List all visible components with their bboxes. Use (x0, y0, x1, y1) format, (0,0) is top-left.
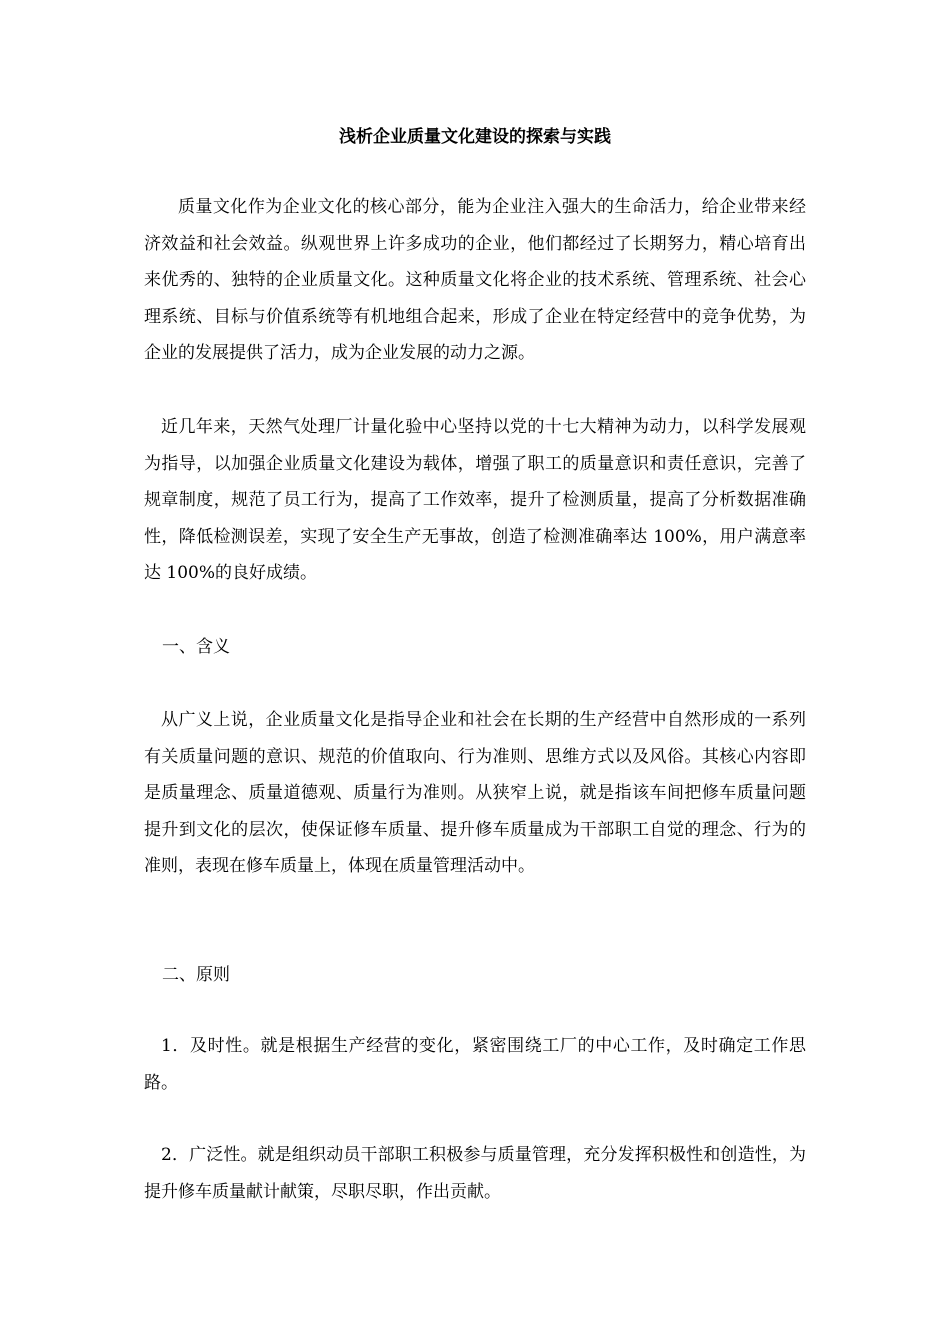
intro-paragraph-1: 质量文化作为企业文化的核心部分，能为企业注入强大的生命活力，给企业带来经济效益和社会效益。纵观世界上许多成功的企业，他们都经过了长期努力，精心培育出来优秀的、独特的企业质量文化。这种质量文化将企业的技术系统、管理系统、社会心理系统、目标与价值系统等有机地组合起来，形成了企业在特定经营中的竞争优势，为企业的发展提供了活力，成为企业发展的动力之源。 (144, 197, 806, 363)
intro-paragraph-2: 近几年来，天然气处理厂计量化验中心坚持以党的十七大精神为动力，以科学发展观为指导，以加强企业质量文化建设为载体，增强了职工的质量意识和责任意识，完善了规章制度，规范了员工行为，提高了工作效率，提升了检测质量，提高了分析数据准确性，降低检测误差，实现了安全生产无事故，创造了检测准确率达 100%，用户满意率达 100%的良好成绩。 (144, 417, 806, 583)
section-1-paragraph: 从广义上说，企业质量文化是指导企业和社会在长期的生产经营中自然形成的一系列有关质量问题的意识、规范的价值取向、行为准则、思维方式以及风俗。其核心内容即是质量理念、质量道德观、质量行为准则。从狭窄上说，就是指该车间把修车质量问题提升到文化的层次，使保证修车质量、提升修车质量成为干部职工自觉的理念、行为的准则，表现在修车质量上，体现在质量管理活动中。 (144, 710, 806, 876)
document-title: 浅析企业质量文化建设的探索与实践 (339, 127, 611, 147)
principle-1: 1．及时性。就是根据生产经营的变化，紧密围绕工厂的中心工作，及时确定工作思路。 (144, 1036, 806, 1093)
section-2-heading: 二、原则 (162, 965, 230, 985)
section-1-heading: 一、含义 (162, 637, 230, 657)
principle-2: 2．广泛性。就是组织动员干部职工积极参与质量管理，充分发挥积极性和创造性，为提升修车质量献计献策，尽职尽职，作出贡献。 (144, 1145, 806, 1202)
